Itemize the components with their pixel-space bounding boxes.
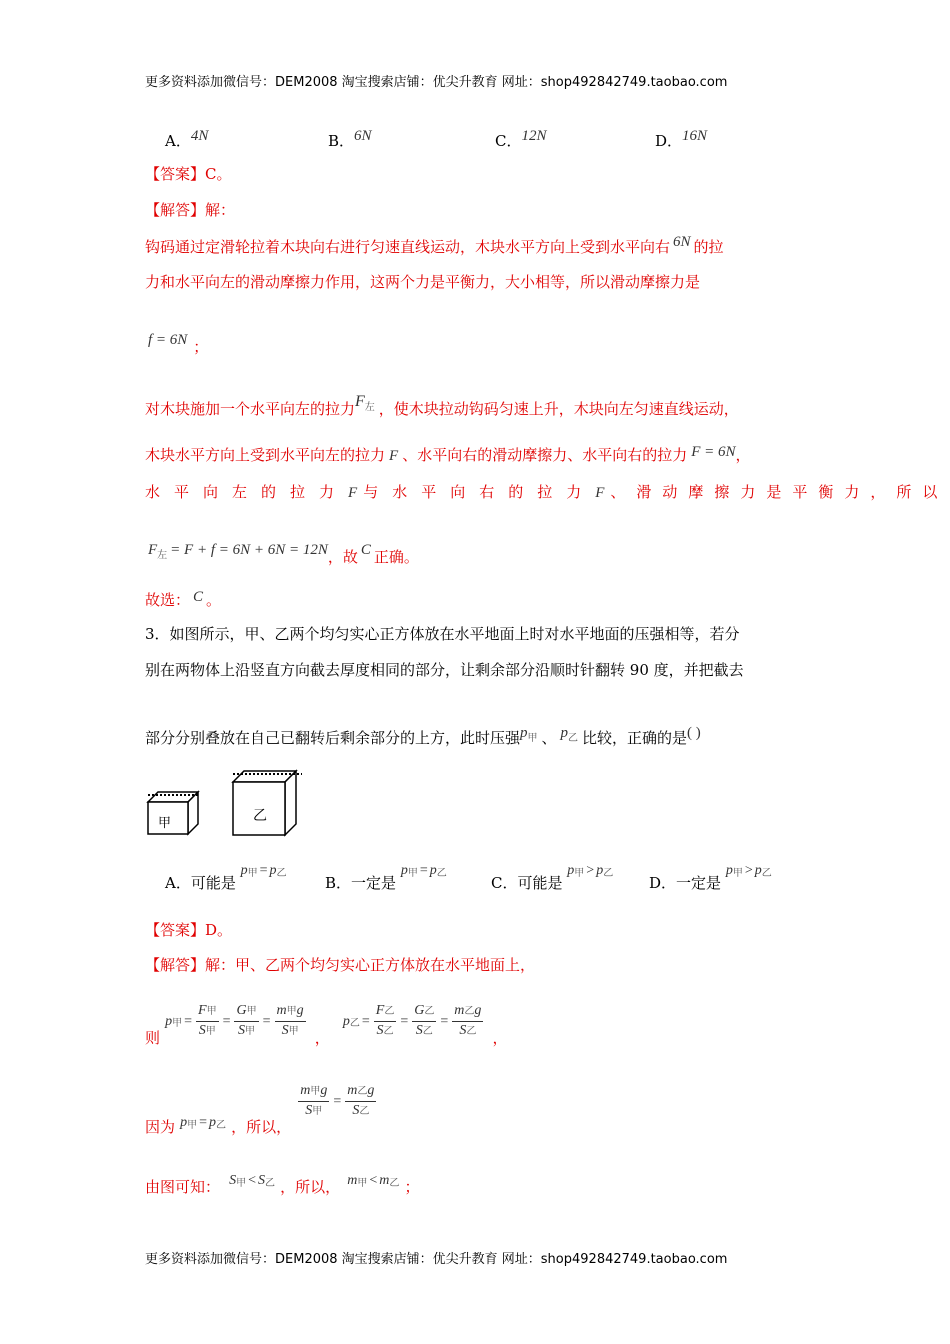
option-c: C．12N <box>495 128 547 150</box>
friction-equation: f = 6N ； <box>148 332 209 356</box>
q2-line4: 对木块施加一个水平向左的拉力$F^左$ ，使木块拉动钩码匀速上升，木块向左匀速直线运动， <box>145 393 739 418</box>
q3-answer: 【答案】D。 <box>145 921 233 939</box>
q3-stem-line2: 别在两物体上沿竖直方向截去厚度相同的部分，让剩余部分沿顺时针翻转 90 度，并把截去 <box>145 661 744 679</box>
q3-option-c: C．可能是 p 甲 > p 乙 <box>491 863 614 892</box>
label-yi: 乙 <box>253 808 267 824</box>
option-b: B．6N <box>328 128 372 150</box>
from-figure-line: 由图可知： S 甲 < S 乙 ，所以， m 甲 < m 乙 ； <box>145 1173 420 1196</box>
page-header: 更多资料添加微信号：DEM2008 淘宝搜索店铺：优尖升教育 网址：shop492842749.taobao.com <box>145 75 728 90</box>
q2-choose: 故选： C 。 <box>145 589 222 609</box>
q3-solution: 【解答】解：甲、乙两个均匀实心正方体放在水平地面上， <box>145 956 536 974</box>
q3-stem-line1: 3．如图所示，甲、乙两个均匀实心正方体放在水平地面上时对水平地面的压强相等，若分 <box>145 625 740 643</box>
label-jia: 甲 <box>158 816 172 831</box>
option-a: A．4N <box>165 128 209 150</box>
q3-stem-line3: 部分分别叠放在自己已翻转后剩余部分的上方，此时压强p甲 、 p乙 比较，正确的是( ) <box>145 725 701 747</box>
option-d: D．16N <box>655 128 708 150</box>
page-footer: 更多资料添加微信号：DEM2008 淘宝搜索店铺：优尖升教育 网址：shop492842749.taobao.com <box>145 1252 728 1267</box>
pressure-formulas: 则 p 甲 = $\frac{\text{F甲}}{\text{S甲}}$ = $\frac{\text{G甲}}{\text{S甲}}$ = $\frac{\text{m甲g}}{\text{S甲}}$ ， p 乙 = $\frac{\text{F乙}}{\text{S乙}}$ = $\frac{\text{G乙}}{\text{S乙}}$ = $\frac{\text{m乙g}}{\text{S乙}}$ ， <box>145 1003 508 1047</box>
cube-yi <box>233 771 302 835</box>
q2-answer: 【答案】C。 <box>145 165 232 183</box>
q2-line1: 钩码通过定滑轮拉着木块向右进行匀速直线运动，木块水平方向上受到水平向右 6N 的拉 <box>145 234 724 256</box>
q3-option-b: B．一定是 p 甲 = p 乙 <box>325 863 447 892</box>
cube-jia <box>148 792 198 834</box>
q3-option-a: A．可能是 p 甲 = p 乙 <box>165 863 287 892</box>
sum-equation: $F_左 = F + f = 6N + 6N = 12N$，故 C 正确。 <box>148 542 419 566</box>
q2-line5: 木块水平方向上受到水平向左的拉力 F 、水平向右的滑动摩擦力、水平向右的拉力 F = 6N， <box>145 444 751 464</box>
q2-line6: 水平向左的拉力F 与水平向右的拉力F 、滑动摩擦力是平衡力，所以 <box>145 483 949 501</box>
q2-line2: 力和水平向左的滑动摩擦力作用，这两个力是平衡力，大小相等，所以滑动摩擦力是 <box>145 273 701 291</box>
q3-option-d: D．一定是 p 甲 > p 乙 <box>649 863 772 892</box>
because-line: 因为 p 甲 = p 乙 ，所以， $\frac{\text{m甲g}}{\text{S甲}}$ = $\frac{\text{m乙g}}{\text{S乙}}$ <box>145 1083 375 1136</box>
q2-solution-label: 【解答】解： <box>145 201 236 219</box>
